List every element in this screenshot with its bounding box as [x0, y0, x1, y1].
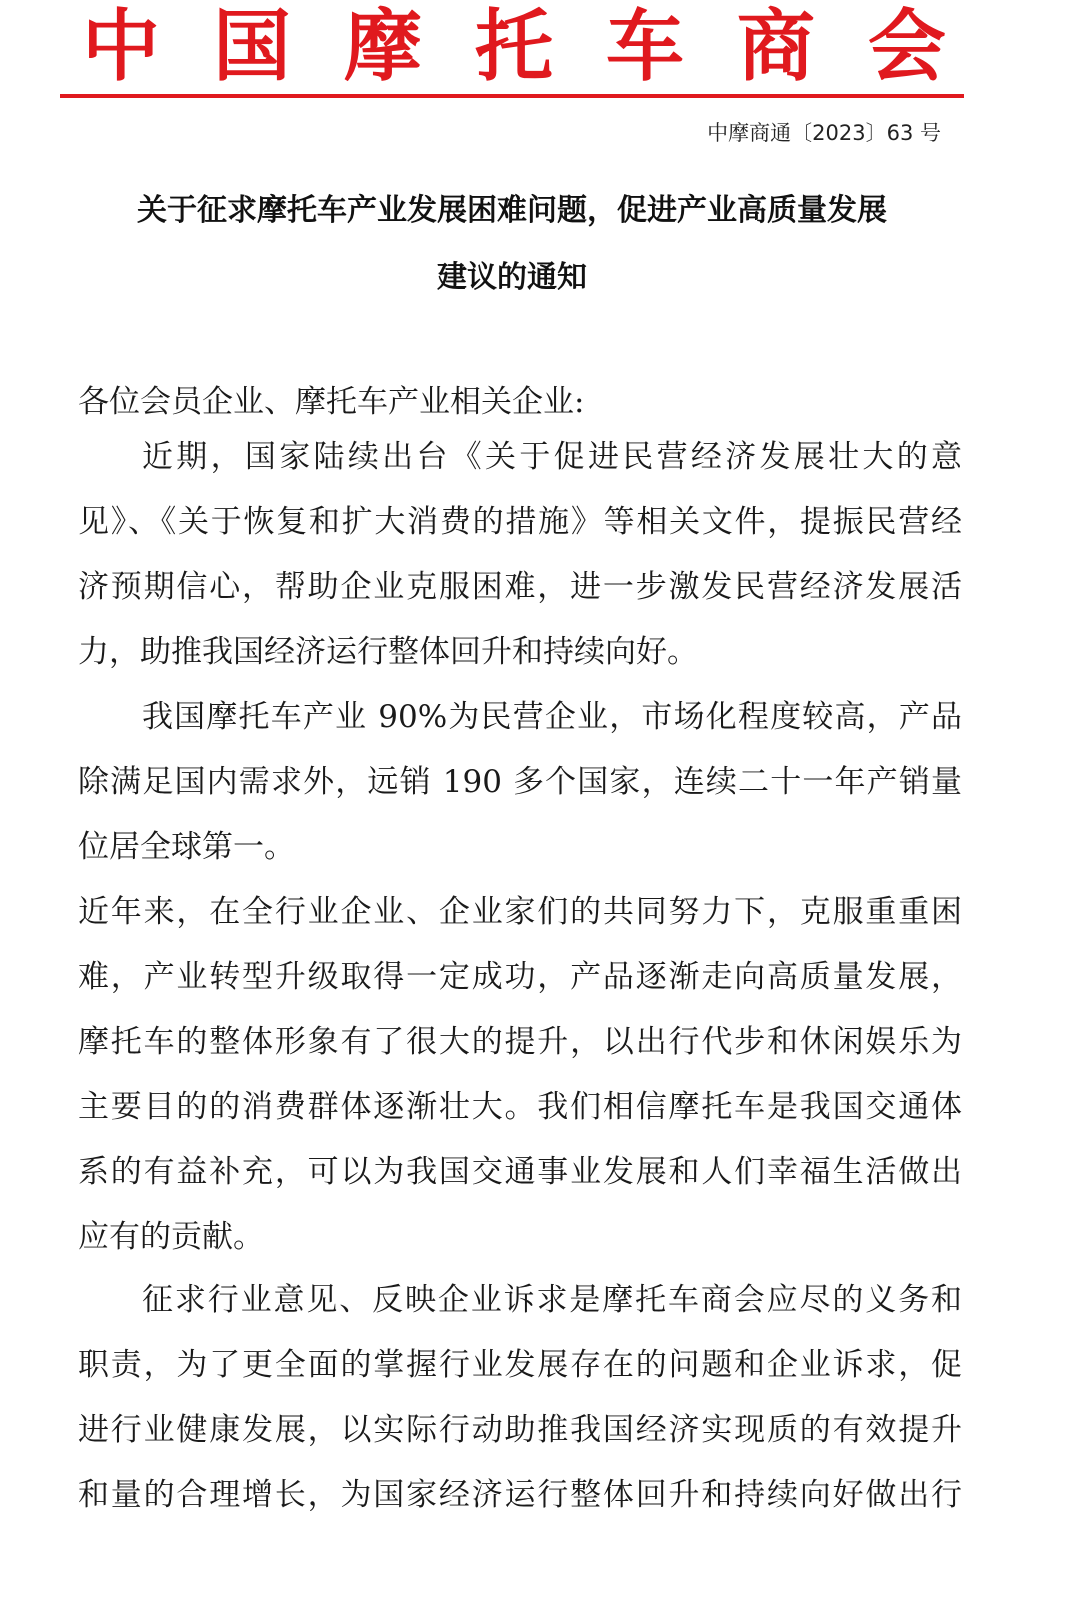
- paragraph-line: 应有的贡献。: [78, 1219, 264, 1255]
- document-number: 中摩商通〔2023〕63 号: [707, 121, 941, 145]
- paragraph-line: 近期，国家陆续出台《关于促进民营经济发展壮大的意: [142, 439, 962, 475]
- masthead-char: 国: [212, 1, 291, 92]
- paragraph-line: 征求行业意见、反映企业诉求是摩托车商会应尽的义务和: [142, 1282, 962, 1318]
- paragraph-line: 主要目的的消费群体逐渐壮大。我们相信摩托车是我国交通体: [78, 1089, 962, 1125]
- paragraph-line: 摩托车的整体形象有了很大的提升，以出行代步和休闲娱乐为: [78, 1024, 962, 1060]
- masthead-char: 中: [82, 1, 161, 92]
- paragraph-line: 除满足国内需求外，远销 190 多个国家，连续二十一年产销量: [78, 764, 962, 800]
- paragraph-1: [78, 425, 962, 685]
- paragraph-line: 力，助推我国经济运行整体回升和持续向好。: [78, 634, 698, 670]
- paragraph-4: [78, 1268, 962, 1528]
- paragraph-3: [78, 880, 962, 1270]
- paragraph-line: 进行业健康发展，以实际行动助推我国经济实现质的有效提升: [78, 1412, 962, 1448]
- paragraph-line: 近年来，在全行业企业、企业家们的共同努力下，克服重重困: [78, 894, 962, 930]
- paragraph-line: 系的有益补充，可以为我国交通事业发展和人们幸福生活做出: [78, 1154, 962, 1190]
- paragraph-line: 济预期信心，帮助企业克服困难，进一步激发民营经济发展活: [78, 569, 962, 605]
- document-title-line-2: 建议的通知: [437, 260, 587, 295]
- masthead-char: 摩: [343, 1, 422, 92]
- paragraph-line: 我国摩托车产业 90%为民营企业，市场化程度较高，产品: [142, 699, 962, 735]
- red-divider-line: [60, 94, 964, 98]
- document-title-line-1: 关于征求摩托车产业发展困难问题，促进产业高质量发展: [137, 193, 887, 228]
- paragraph-2: [78, 685, 962, 880]
- masthead-char: 车: [605, 1, 684, 92]
- paragraph-line: 和量的合理增长，为国家经济运行整体回升和持续向好做出行: [78, 1477, 962, 1513]
- paragraph-line: 职责，为了更全面的掌握行业发展存在的问题和企业诉求，促: [78, 1347, 962, 1383]
- masthead-char: 托: [474, 1, 553, 92]
- paragraph-line: 难，产业转型升级取得一定成功，产品逐渐走向高质量发展，: [78, 959, 962, 995]
- paragraph-line: 位居全球第一。: [78, 829, 295, 865]
- paragraph-line: 见》、《关于恢复和扩大消费的措施》等相关文件，提振民营经: [78, 504, 962, 540]
- masthead-char: 商: [736, 1, 815, 92]
- masthead-char: 会: [867, 1, 946, 92]
- organization-masthead: [60, 2, 964, 92]
- salutation-text: 各位会员企业、摩托车产业相关企业:: [78, 384, 585, 420]
